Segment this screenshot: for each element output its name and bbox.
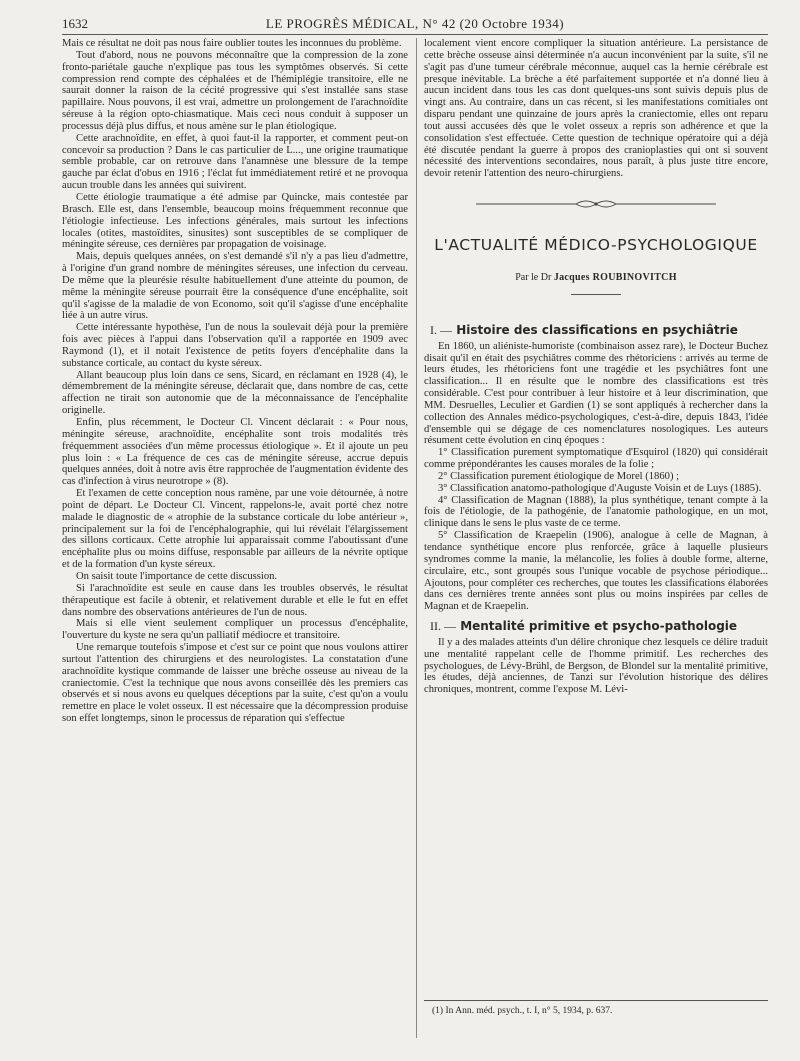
list-item: 1° Classification purement symptomatique d'Esquirol (1820) qui considérait comme prépondérantes les causes morales de la folie ; [424, 447, 768, 471]
byline [424, 272, 768, 284]
byline-rule [571, 294, 621, 295]
subsection-number: II. — [430, 619, 456, 634]
paragraph: Cette intéressante hypothèse, l'un de nous la soulevait déjà pour la première fois avec pièces à l'appui dans l'observation qu'il a rapportée en 1909 avec Raymond (1), et il notait l'existence de petits foyers d'encéphalite dans la substance corticale, au contact du kyste séreux. [62, 322, 408, 369]
right-column [424, 38, 768, 696]
paragraph: Il y a des malades atteints d'un délire chronique chez lesquels ce délire traduit une mentalité rappelant celle de l'homme primitif. Les recherches des psychologues, de Lévy-Brühl, de Bergson, de Blondel sur la mentalité primitive, les études, déjà anciennes, de Tanzi sur l'évolution historique des délires chroniques, montrent, comme l'expose M. Lévi- [424, 636, 768, 696]
paragraph: Enfin, plus récemment, le Docteur Cl. Vincent déclarait : « Pour nous, méningite séreuse, arachnoïdite, encéphalite sont trois modalités très fréquemment associées d'un même processus étiologique ». Et il ajoute un peu plus loin : « La fréquence de ces cas de méningite séreuse, accrue depuis quelques années, doit à notre avis être rapprochée de l'augmentation évidente des cas d'infection à virus neurotrope » (8). [62, 417, 408, 488]
paragraph: Et l'examen de cette conception nous ramène, par une voie détournée, à notre point de départ. Le Docteur Cl. Vincent, rappelons-le, avait porté chez notre malade le diagnostic de « atrophie de la substance corticale du lobe antérieur », principalement sur la foi de l'encéphalographie, qui lui révélait l'élargissement des sillons corticaux. Cette atrophie lui apparaissait comme l'aboutissant d'une encéphalite plus ou moins diffuse, responsable par ailleurs de la névrite optique et de la formation d'un kyste séreux. [62, 488, 408, 571]
paragraph: Allant beaucoup plus loin dans ce sens, Sicard, en réclamant en 1928 (4), le démembrement de la méningite séreuse, déclarait que, dans nombre de cas, cette affection ne tirait son autonomie que de la méconnaissance de l'encéphalite originelle. [62, 369, 408, 417]
ornament-rule-icon [476, 198, 716, 210]
paragraph: Mais ce résultat ne doit pas nous faire oublier toutes les inconnues du problème. [62, 38, 402, 49]
paragraph: Mais si elle vient seulement compliquer un processus d'encéphalite, l'ouverture du kyste ne sera qu'un palliatif médiocre et transitoire. [62, 618, 408, 642]
list-item: 2° Classification purement étiologique de Morel (1860) ; [438, 470, 680, 482]
paragraph: Cette arachnoïdite, en effet, à quoi faut-il la rapporter, et comment peut-on concevoir sa production ? Dans le cas particulier de L..., une origine traumatique semble probable, car on retrouve dans l'anamnèse une blessure de la tempe gauche par éclat d'obus en 1916 ; l'éclat fut immédiatement retiré et ne provoqua aucun trouble dans les années qui suivirent. [62, 132, 408, 192]
footnote: (1) In Ann. méd. psych., t. I, n° 5, 1934, p. 637. [432, 1006, 613, 1016]
paragraph: Une remarque toutefois s'impose et c'est sur ce point que nous voulons attirer surtout l'attention des chirurgiens et des neurologistes. La constatation d'une arachnoïdite kystique commande de laisser une brèche osseuse au niveau de la craniectomie. C'est la technique que nous avons conseillée dès les premiers cas observés et si nous avons eu quelques déceptions par la suite, c'est qu'on a voulu remettre en place le volet osseux. Il est nécessaire que la décompression produise son effet longtemps, sinon le processus de réparation qui s'effectue [62, 642, 408, 725]
subsection-heading [430, 322, 768, 337]
list-item: 3° Classification anatomo-pathologique d'Auguste Voisin et de Luys (1885). [438, 482, 762, 494]
subsection-title: Mentalité primitive et psycho-pathologie [460, 619, 738, 634]
list-item: 5° Classification de Kraepelin (1906), analogue à celle de Magnan, à tendance synthétique encore plus renforcée, grâce à laquelle plusieurs syndromes comme la manie, la mélancolie, les folies à double forme, alterne, circulaire, etc., sont groupés sous l'unique vocable de psychose périodique... Ajoutons, pour compléter ces recherches, que toutes les classifications élaborées dans ces dernières trente années sont plus ou moins inspirées par celles de Magnan et de Kraepelin. [424, 530, 768, 613]
left-column [62, 38, 408, 725]
page-number: 1632 [62, 16, 88, 31]
list-item: 4° Classification de Magnan (1888), la plus synthétique, tenant compte à la fois de l'étiologie, de la pathogénie, de l'anatomie pathologique, en un mot, clinique dans le sens le plus vaste de ce terme. [424, 494, 768, 530]
subsection-number: I. — [430, 322, 452, 337]
paragraph: On saisit toute l'importance de cette discussion. [76, 570, 278, 582]
column-divider [416, 38, 417, 1038]
paragraph: Cette étiologie traumatique a été admise par Quincke, mais contestée par Brasch. Elle est, dans l'ensemble, beaucoup moins fréquemment reconnue que l'étiologie infectieuse. Les infections générales, mais surtout les infections locales (otites, mastoïdites, sinusites) sont susceptibles de se compliquer de méningite séreuse, ces dernières par propagation de voisinage. [62, 191, 408, 251]
byline-prefix: Par le Dr [515, 271, 552, 283]
paragraph: Si l'arachnoïdite est seule en cause dans les troubles observés, le résultat thérapeutique est facile à obtenir, et relativement durable et elle le fut en effet dans nombre des observations antérieures de l'un de nous. [62, 582, 408, 618]
journal-title: LE PROGRÈS MÉDICAL, N° 42 (20 Octobre 1934) [265, 16, 565, 31]
paragraph: Mais, depuis quelques années, on s'est demandé s'il n'y a pas lieu d'admettre, à l'origine d'un grand nombre de méningites séreuses, une infection du cerveau. De même que la pleurésie résulte habituellement d'une atteinte du poumon, de même la méningite séreuse pourrait être la conséquence d'une encéphalite, soit qu'il s'agisse de la maladie de von Economo, soit qu'il s'agisse d'une encéphalite liée à un autre virus. [62, 251, 408, 322]
subsection-heading [430, 621, 768, 633]
paragraph: localement vient encore compliquer la situation antérieure. La persistance de cette brèche osseuse ainsi déterminée n'a aucun inconvénient par la suite, s'il ne s'agit pas d'une tumeur cérébrale méconnue, auquel cas la hernie cérébrale est presque inévitable. La brèche a été parfaitement supportée et n'a donné lieu à aucun incident dans tous les cas dont quelques-uns sont suivis depuis plus de vingt ans. Au contraire, dans un cas récent, si les manifestations comitiales ont disparu pendant une quinzaine de jours après la craniectomie, elles ont reparu tout aussi accusées dès que le volet osseux a repris son adhérence et que la consolidation s'est effectuée. Cette question de technique opératoire qui a déjà été discutée pendant la guerre à propos des cranioplasties qui ont si souvent nécessité des interventions secondaires, nous paraît, à plus juste titre encore, devoir retenir l'attention des neuro-chirurgiens. [424, 38, 768, 180]
subsection-title: Histoire des classifications en psychiâtrie [456, 322, 738, 337]
section-title: L'ACTUALITÉ MÉDICO-PSYCHOLOGIQUE [434, 236, 758, 255]
footnote-rule [424, 1000, 768, 1001]
running-header [62, 10, 768, 35]
paragraph: Tout d'abord, nous ne pouvons méconnaître que la compression de la zone fronto-pariétale gauche n'explique pas tous les symptômes observés. Si cette compression rend compte des céphalées et de l'hémiplégie transitoire, elle ne saurait donner la raison de la cécité progressive qui s'est installée sans stase papillaire. Nous pouvons, il est vrai, admettre un prolongement de l'arachnoïdite séreuse à la région opto-chiasmatique. Mais ceci nous conduit à supposer un processus déjà plus diffus, et nous amène sur le plan étiologique. [62, 49, 408, 132]
section-ornament [424, 198, 768, 210]
paragraph: En 1860, un aliéniste-humoriste (combinaison assez rare), le Docteur Buchez disait qu'il en était des psychiâtres comme des rhétoriciens : arrivés au terme de leurs études, les rhétoriciens font une tragédie et les psychiâtres font une classification... Il en résulte que le nombre des classifications est très considérable. C'est pour contribuer à leur histoire et à leur discrimination, que MM. Desruelles, Leculier et Gardien (1) se sont appliqués à rechercher dans la collection des Annales médico-psychologiques, c'est-à-dire, depuis 1843, l'idée d'ensemble qui se dégage de ces nomenclatures nosologiques. Les auteurs résument cette évolution en cinq époques : [424, 340, 768, 447]
byline-author: Jacques ROUBINOVITCH [553, 271, 677, 283]
